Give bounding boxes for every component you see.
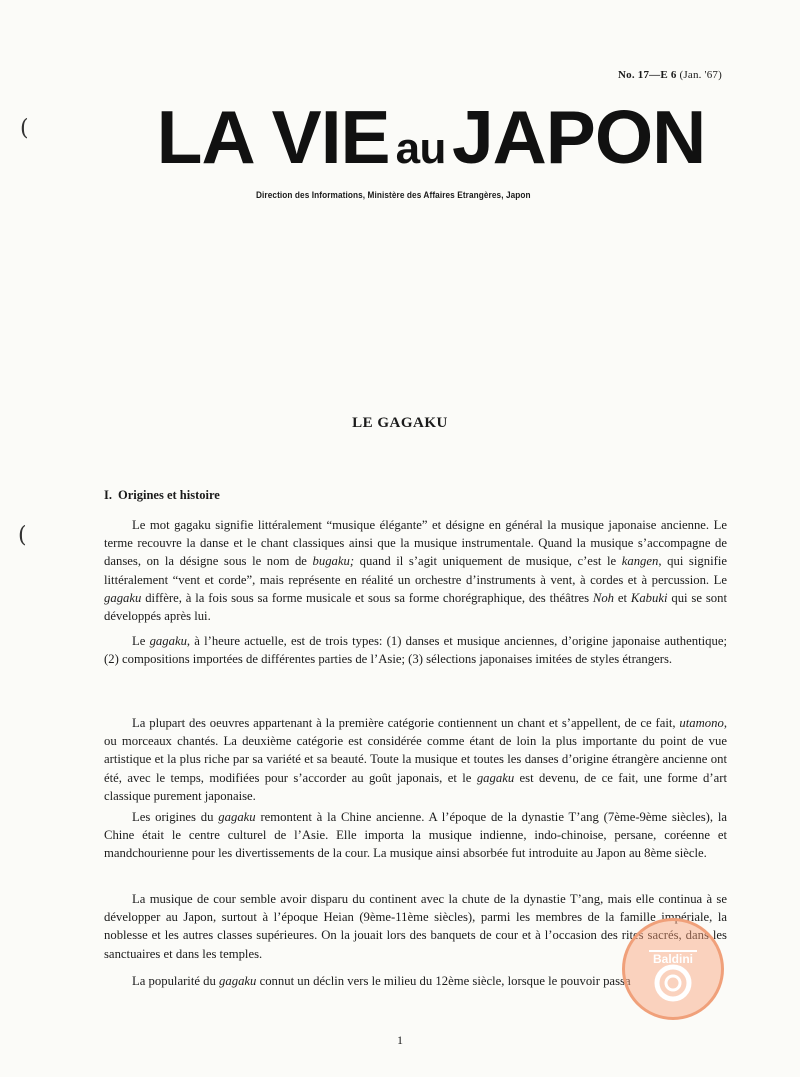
italic-term: gagaku (476, 770, 515, 785)
baldini-library-stamp-icon (622, 918, 724, 1020)
italic-term: bugaku; (312, 554, 355, 569)
italic-term: Kabuki (630, 590, 668, 605)
text-run: quand il s’agit uniquement de musique, c’est le (354, 554, 622, 569)
section-title: Origines et histoire (118, 488, 220, 502)
masthead-au: au (395, 124, 446, 173)
punch-hole-mark: ( (20, 116, 29, 141)
text-run: connut un déclin vers le milieu du 12ème siècle, lorsque le pouvoir passa (256, 974, 631, 988)
italic-term: utamono (679, 716, 724, 730)
text-run: La musique de cour semble avoir disparu du continent avec la chute de la dynastie T’ang, mais elle continua à se développer au Japon, surtout à l’époque Heian (9ème-11ème siècles), parmi les membres de la famille impériale, la noblesse et les autres classes supérieures. On la jouait lors des banquets de cour et à l’occasion des rites sacrés, dans les sanctuaires et dans les temples. (104, 892, 727, 961)
body-paragraph (104, 714, 727, 805)
text-run: La popularité du (132, 974, 220, 988)
article-title: LE GAGAKU (352, 415, 448, 431)
section-heading (104, 488, 220, 503)
body-paragraph (104, 632, 727, 668)
body-paragraph (104, 808, 727, 863)
masthead-japon: JAPON (451, 95, 706, 179)
italic-term: kangen (621, 554, 659, 569)
section-number: I. (104, 488, 112, 502)
punch-hole-mark: ( (18, 523, 27, 548)
italic-term: gagaku (104, 590, 142, 605)
issue-number: No. 17—E 6 (618, 69, 677, 81)
masthead-la-vie: LA VIE (156, 95, 390, 179)
stamp-logo-icon (625, 921, 721, 1017)
body-paragraph (104, 516, 727, 625)
text-run: remontent à la Chine ancienne. A l’époque de la dynastie T’ang (7ème-9ème siècles), la Chine était le centre culturel de l’Asie. Elle importa la musique indienne, indo-chinoise, persane, coréenne et mandchourienne pour les divertissements de la cour. La musique ainsi absorbée fut introduite au Japon au 8ème siècle. (104, 810, 727, 861)
text-run: qui se sont développés après lui. (104, 590, 727, 624)
text-run: , à l’heure actuelle, est de trois types: (1) danses et musique anciennes, d’origine japonaise authentique; (2) compositions importées de différentes parties de l’Asie; (3) sélections japonaises imitées de styles étrangers. (104, 634, 727, 667)
masthead-title (116, 95, 746, 179)
issue-date: (Jan. '67) (679, 69, 722, 81)
text-run: , qui signifie littéralement “vent et corde”, mais représente en réalité un orchestre d’instruments à vent, à cordes et à percussion. Le (104, 554, 727, 587)
text-run: est devenu, de ce fait, une forme d’art classique purement japonaise. (104, 770, 727, 803)
text-run: et (614, 590, 631, 605)
italic-term: Noh (592, 590, 615, 605)
text-run: diffère, à la fois sous sa forme musicale et sous sa forme chorégraphique, des théâtres (141, 590, 593, 605)
text-run: La plupart des oeuvres appartenant à la première catégorie contiennent un chant et s’appellent, de ce fait, (132, 716, 680, 730)
italic-term: gagaku (219, 974, 257, 988)
italic-term: gagaku (149, 634, 187, 648)
text-run: , ou morceaux chantés. La deuxième catégorie est considérée comme étant de loin la plus importante du point de vue artistique et la plus riche par sa variété et sa beauté. Toute la musique et toutes les danses d’origine étrangère ancienne ont été, avec le temps, modifiées pour s’accorder au goût japonais, et le (104, 716, 727, 785)
stamp-label: Baldini (652, 952, 693, 966)
text-run: Le (132, 634, 150, 648)
page-number: 1 (397, 1033, 403, 1047)
text-run: Le mot gagaku signifie littéralement “musique élégante” et désigne en général la musique japonaise ancienne. Le terme recouvre la danse et le chant classiques ainsi que la musique instrumentale. Quand la musique s’accompagne de danses, on la désigne sous le nom de (104, 518, 727, 569)
italic-term: gagaku (218, 810, 256, 824)
publisher-line: Direction des Informations, Ministère des Affaires Etrangères, Japon (256, 190, 531, 201)
issue-reference (618, 69, 722, 81)
text-run: Les origines du (132, 810, 219, 824)
